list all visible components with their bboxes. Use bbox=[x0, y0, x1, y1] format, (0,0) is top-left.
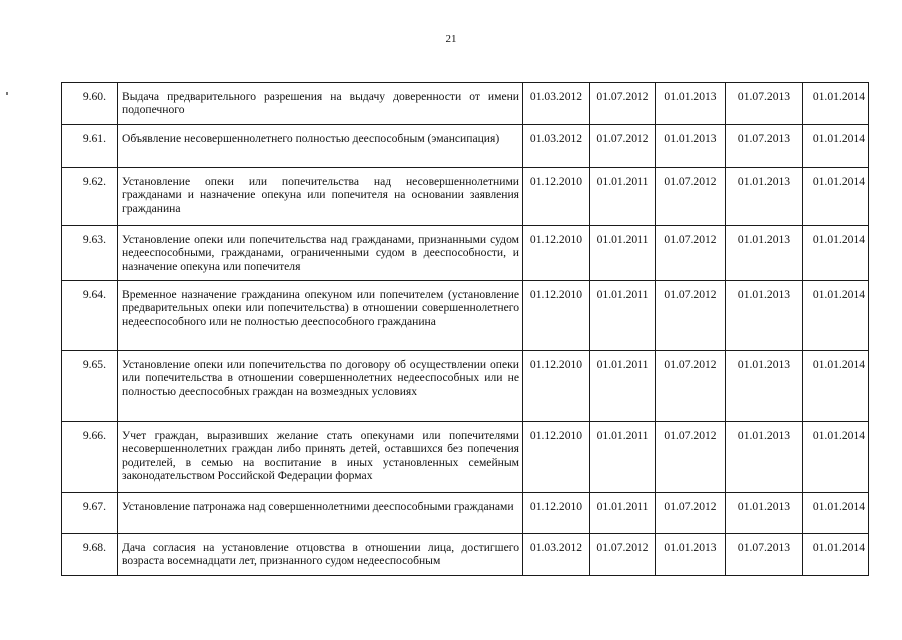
row-number: 9.60. bbox=[62, 83, 118, 125]
table-row bbox=[62, 422, 869, 493]
date-cell: 01.03.2012 bbox=[523, 125, 590, 168]
row-number: 9.61. bbox=[62, 125, 118, 168]
date-cell: 01.07.2013 bbox=[726, 83, 803, 125]
table-row bbox=[62, 351, 869, 422]
service-description: Установление патронажа над совершеннолетними дееспособными гражданами bbox=[118, 493, 523, 534]
date-cell: 01.01.2014 bbox=[803, 83, 869, 125]
date-cell: 01.07.2012 bbox=[656, 422, 726, 493]
date-cell: 01.01.2013 bbox=[656, 125, 726, 168]
table-row bbox=[62, 281, 869, 351]
date-cell: 01.07.2013 bbox=[726, 125, 803, 168]
row-number: 9.64. bbox=[62, 281, 118, 351]
date-cell: 01.07.2012 bbox=[590, 534, 656, 576]
row-number: 9.65. bbox=[62, 351, 118, 422]
service-description: Временное назначение гражданина опекуном или попечителем (установление предварительных опеки или попечительства) в отношении совершеннолетнего недееспособного или не полностью дееспособного гражданина bbox=[118, 281, 523, 351]
date-cell: 01.01.2013 bbox=[656, 83, 726, 125]
date-cell: 01.07.2012 bbox=[656, 493, 726, 534]
date-cell: 01.07.2012 bbox=[656, 168, 726, 226]
date-cell: 01.01.2014 bbox=[803, 534, 869, 576]
date-cell: 01.12.2010 bbox=[523, 226, 590, 281]
date-cell: 01.01.2013 bbox=[726, 493, 803, 534]
row-number: 9.67. bbox=[62, 493, 118, 534]
date-cell: 01.07.2012 bbox=[590, 83, 656, 125]
service-description: Выдача предварительного разрешения на выдачу доверенности от имени подопечного bbox=[118, 83, 523, 125]
date-cell: 01.01.2014 bbox=[803, 125, 869, 168]
date-cell: 01.01.2011 bbox=[590, 281, 656, 351]
table-row bbox=[62, 226, 869, 281]
row-number: 9.63. bbox=[62, 226, 118, 281]
date-cell: 01.01.2013 bbox=[726, 281, 803, 351]
date-cell: 01.01.2014 bbox=[803, 422, 869, 493]
service-description: Установление опеки или попечительства по договору об осуществлении опеки или попечительства в отношении совершеннолетних недееспособных или не полностью дееспособных граждан на возмездных условиях bbox=[118, 351, 523, 422]
date-cell: 01.01.2011 bbox=[590, 226, 656, 281]
date-cell: 01.03.2012 bbox=[523, 83, 590, 125]
table-row bbox=[62, 493, 869, 534]
date-cell: 01.12.2010 bbox=[523, 493, 590, 534]
table-row bbox=[62, 168, 869, 226]
date-cell: 01.01.2014 bbox=[803, 493, 869, 534]
date-cell: 01.07.2012 bbox=[656, 351, 726, 422]
date-cell: 01.12.2010 bbox=[523, 351, 590, 422]
table-row bbox=[62, 83, 869, 125]
row-number: 9.66. bbox=[62, 422, 118, 493]
page-number: 21 bbox=[445, 33, 457, 45]
date-cell: 01.01.2014 bbox=[803, 168, 869, 226]
date-cell: 01.01.2014 bbox=[803, 351, 869, 422]
date-cell: 01.07.2012 bbox=[656, 281, 726, 351]
service-description: Учет граждан, выразивших желание стать опекунами или попечителями несовершеннолетних граждан либо принять детей, оставшихся без попечения родителей, в семью на воспитание в иных установленных семейным законодательством Российской Федерации формах bbox=[118, 422, 523, 493]
table-row bbox=[62, 534, 869, 576]
date-cell: 01.01.2011 bbox=[590, 422, 656, 493]
service-description: Установление опеки или попечительства над гражданами, признанными судом недееспособными, гражданами, ограниченными судом в дееспособности, и назначение опекуна или попечителя bbox=[118, 226, 523, 281]
row-number: 9.68. bbox=[62, 534, 118, 576]
date-cell: 01.01.2011 bbox=[590, 351, 656, 422]
margin-mark bbox=[6, 92, 8, 95]
services-table bbox=[61, 82, 869, 576]
date-cell: 01.03.2012 bbox=[523, 534, 590, 576]
date-cell: 01.01.2011 bbox=[590, 493, 656, 534]
date-cell: 01.01.2013 bbox=[726, 226, 803, 281]
date-cell: 01.01.2013 bbox=[726, 351, 803, 422]
service-description: Объявление несовершеннолетнего полностью дееспособным (эмансипация) bbox=[118, 125, 523, 168]
date-cell: 01.07.2012 bbox=[590, 125, 656, 168]
date-cell: 01.01.2011 bbox=[590, 168, 656, 226]
date-cell: 01.07.2012 bbox=[656, 226, 726, 281]
date-cell: 01.01.2013 bbox=[726, 422, 803, 493]
date-cell: 01.12.2010 bbox=[523, 168, 590, 226]
date-cell: 01.12.2010 bbox=[523, 422, 590, 493]
date-cell: 01.01.2014 bbox=[803, 281, 869, 351]
date-cell: 01.01.2013 bbox=[656, 534, 726, 576]
date-cell: 01.12.2010 bbox=[523, 281, 590, 351]
date-cell: 01.01.2013 bbox=[726, 168, 803, 226]
service-description: Дача согласия на установление отцовства в отношении лица, достигшего возраста восемнадцати лет, признанного судом недееспособным bbox=[118, 534, 523, 576]
service-description: Установление опеки или попечительства над несовершеннолетними гражданами и назначение опекуна или попечителя на основании заявления гражданина bbox=[118, 168, 523, 226]
row-number: 9.62. bbox=[62, 168, 118, 226]
table-row bbox=[62, 125, 869, 168]
date-cell: 01.01.2014 bbox=[803, 226, 869, 281]
date-cell: 01.07.2013 bbox=[726, 534, 803, 576]
